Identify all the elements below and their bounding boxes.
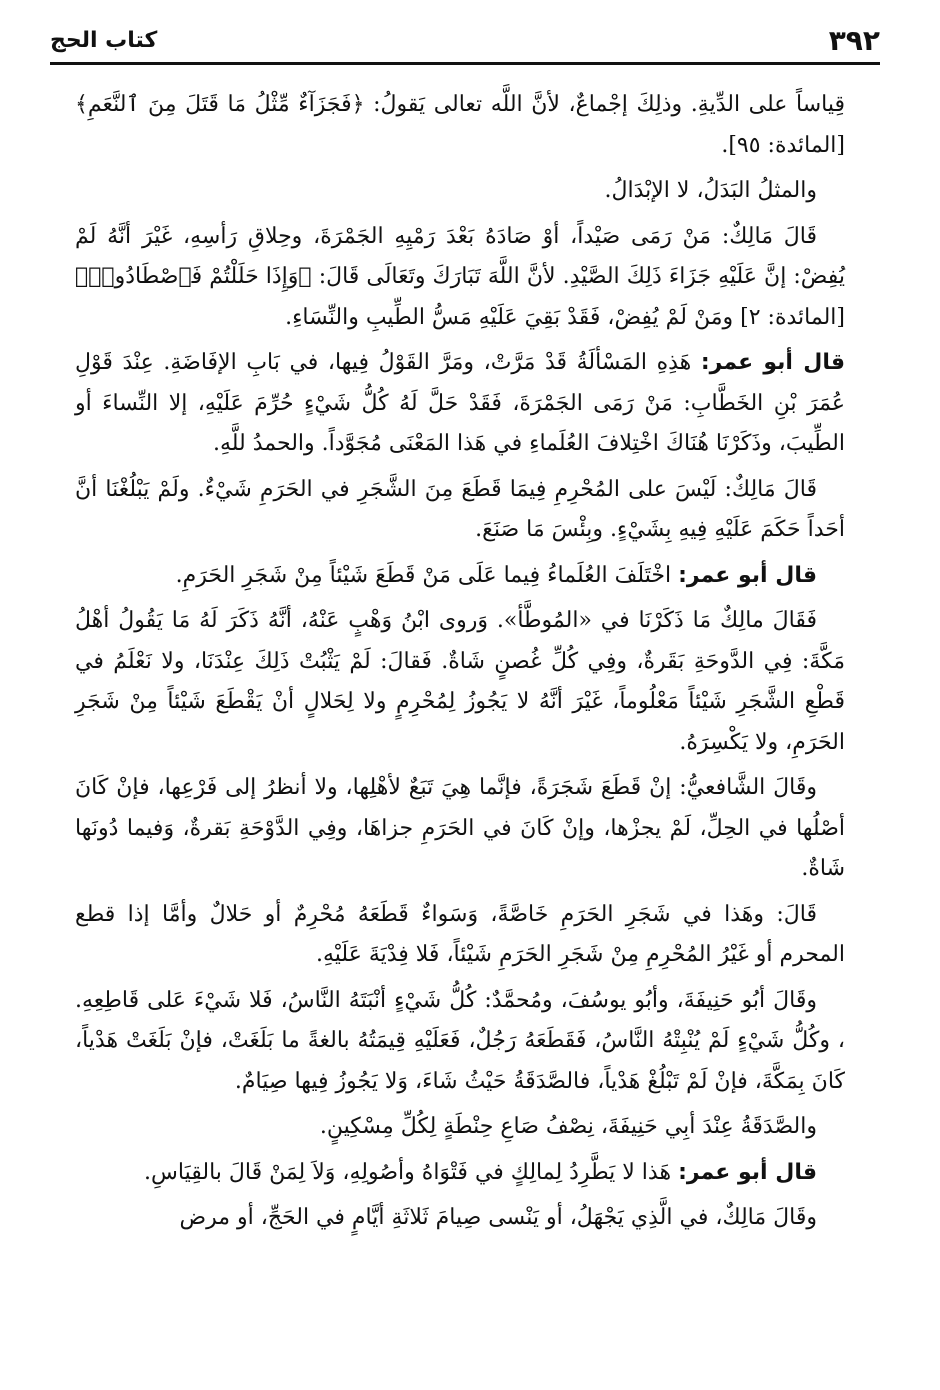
- paragraph-11: [75, 1107, 845, 1148]
- paragraph-12: [75, 1153, 845, 1194]
- speaker-label: قال أبو عمر:: [678, 562, 817, 588]
- paragraph-7: [75, 601, 845, 763]
- paragraph-text: هَذا لا يَطَّرِدُ لِمالِكٍ في فَتْوَاهُ وأصُولِهِ، وَلاَ لِمَنْ قَالَ بالقِيَاسِ.: [144, 1159, 672, 1185]
- paragraph-text: فَقَالَ مالِكٌ مَا ذَكَرْنَا في «المُوطَّأ». وَروى ابْنُ وَهْبٍ عَنْهُ، أنَّهُ ذَكَرَ لَهُ مَا يَقُولُ أهْلُ مَكَّةَ: فِي الدَّوحَةِ بَقَرةٌ، وفِي كُلِّ غُصنٍ شَاةٌ. فَقالَ: لَمْ يَثْبُتْ ذَلِكَ عِنْدَنَا، ولا نَعْلَمُ في قَطْعِ الشَّجَرِ شَيْئاً مَعْلُوماً، غَيْرَ أنَّهُ لا يَجُوزُ لِمُحْرِمٍ ولا لِحَلالٍ أنْ يَقْطَعَ شَيْئاً مِنْ شَجَرِ الحَرَمِ، ولا يَكْسِرَهُ.: [75, 608, 845, 755]
- paragraph-8: [75, 768, 845, 890]
- paragraph-text: وقَالَ مَالِكٌ، في الَّذِي يَجْهَلُ، أو يَنْسى صِيامَ ثَلاثَةِ أيَّامٍ في الحَجِّ، أو مرض: [179, 1205, 817, 1230]
- paragraph-text: قِياساً على الدِّيةِ. وذلِكَ إجْماعٌ، لأنَّ اللَّه تعالى يَقولُ: ﴿فَجَزَآءٌ مِّثْلُ مَا قَتَلَ مِنَ ٱلنَّعَمِ﴾ [المائدة: ٩٥].: [75, 92, 845, 158]
- paragraph-text: هَذِهِ المَسْألَةُ قَدْ مَرَّتْ، ومَرَّ القَوْلُ فِيها، في بَابِ الإفَاضَةِ. عِنْدَ قَوْلِ عُمَرَ بْنِ الخَطَّابِ: مَنْ رَمَى الجَمْرَةَ، فَقَدْ حَلَّ لَهُ كُلُّ شَيْءٍ حُرِّمَ عَلَيْهِ، إلا النِّساءَ أو الطِّيبَ، وذَكَرْنَا هُنَاكَ اخْتِلافَ العُلَماءِ في هَذا المَعْنَى مُجَوَّداً. والحمدُ للَّهِ.: [75, 350, 845, 456]
- paragraph-text: والصَّدَقَةُ عِنْدَ أبِي حَنِيفَةَ، نِصْفُ صَاعِ حِنْطَةٍ لِكُلِّ مِسْكِينٍ.: [319, 1114, 817, 1139]
- paragraph-13: [75, 1198, 845, 1239]
- paragraph-10: [75, 981, 845, 1103]
- paragraph-2: [75, 171, 845, 212]
- paragraph-3: [75, 217, 845, 339]
- paragraph-text: وقَالَ أبُو حَنِيفَةَ، وأبُو يوسُفَ، ومُحمَّدٌ: كُلُّ شَيْءٍ أنْبَتَهُ النَّاسُ، فَلا شَيْءَ عَلى قَاطِعِهِ. ، وكُلُّ شَيْءٍ لَمْ يُنْبِتْهُ النَّاسُ، فَقَطَعَهُ رَجُلٌ، فَعَلَيْهِ قِيمَتُهُ بالغةً ما بَلَغَتْ، فإنْ بَلَغَتْ هَدْياً، كَانَ بِمَكَّةَ، فإنْ لَمْ تَبْلُغْ هَدْياً، فالصَّدَقَةُ حَيْثُ شَاءَ، وَلا يَجُوزُ فِيها صِيَامٌ.: [75, 987, 845, 1094]
- paragraph-text: قَالَ: وهَذا في شَجَرِ الحَرَمِ خَاصَّةً، وَسَواءٌ قَطَعَهُ مُحْرِمٌ أو حَلالٌ وأمَّا إذا قطع المحرم أو غَيْرُ المُحْرِمِ مِنْ شَجَرِ الحَرَمِ شَيْئاً، فَلا فِدْيَةَ عَلَيْهِ.: [75, 901, 845, 967]
- paragraph-5: [75, 470, 845, 551]
- body-text: [75, 85, 845, 1244]
- paragraph-text: وقَالَ الشَّافعيُّ: إنْ قَطَعَ شَجَرَةً، فإنَّما هِيَ تَبَعٌ لأهْلِها، ولا أنظرُ إلى فَرْعِها، فإنْ كَانَ أصْلُها في الحِلِّ، لَمْ يجزْها، وإنْ كَانَ في الحَرَمِ جزاهَا، وفِي الدَّوْحَةِ بَقرةٌ، وَفيما دُونَها شَاةٌ.: [75, 775, 845, 881]
- paragraph-1: [75, 85, 845, 166]
- page-number: ٣٩٢: [828, 24, 880, 57]
- paragraph-4: [75, 343, 845, 465]
- paragraph-text: اخْتَلَفَ العُلَماءُ فِيما عَلَى مَنْ قَطَعَ شَيْئاً مِنْ شَجَرِ الحَرَمِ.: [175, 562, 672, 588]
- speaker-label: قال أبو عمر:: [700, 350, 845, 375]
- paragraph-text: قَالَ مَالِكٌ: مَنْ رَمَى صَيْداً، أوْ صَادَهُ بَعْدَ رَمْيِهِ الجَمْرَةَ، وحِلاقِ رَأسِهِ، غَيْرَ أنَّهُ لَمْ يُفِضْ: إنَّ عَلَيْهِ جَزَاءَ ذَلِكَ الصَّيْدِ. لأنَّ اللَّهَ تَبَارَكَ وتَعَالَى قَالَ: ﴿وَإِذَا حَلَلْتُمْ فَٱصْطَادُوا۟﴾ [المائدة: ٢] ومَنْ لَمْ يُفِضْ، فَقَدْ بَقِيَ عَلَيْهِ مَسُّ الطِّيبِ والنِّسَاءِ.: [75, 223, 845, 330]
- paragraph-6: [75, 556, 845, 597]
- book-title: كتاب الحج: [50, 28, 158, 53]
- running-header: [50, 22, 880, 65]
- paragraph-text: قَالَ مَالِكٌ: لَيْسَ على المُحْرِمِ فِيمَا قَطَعَ مِنَ الشَّجَرِ في الحَرَمِ شَيْءٌ. ولَمْ يَبْلُغْنَا أنَّ أحَداً حَكَمَ عَلَيْهِ فِيهِ بِشَيْءٍ. وبِئْسَ مَا صَنَعَ.: [75, 476, 845, 542]
- speaker-label: قال أبو عمر:: [678, 1159, 817, 1185]
- paragraph-text: والمثلُ البَدَلُ، لا الإبْدَالُ.: [604, 178, 817, 203]
- paragraph-9: [75, 895, 845, 976]
